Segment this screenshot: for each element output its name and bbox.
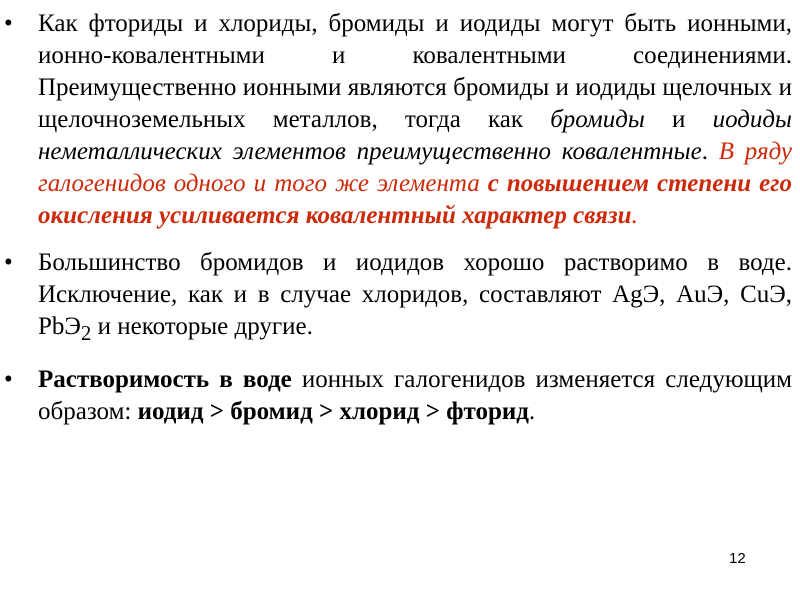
bullet-marker: • — [4, 10, 13, 37]
text-run-italic: иодиды неметаллических элементов преимущественно ковалентные — [38, 106, 792, 165]
text-run: Как фториды и хлориды, бромиды и иодиды могут быть ионными, ионно-ковалентными и ковалентными соединениями. Преимущественно ионными являются бромиды и иодиды щелочных и щелочноземельных металлов, тогда как — [38, 10, 792, 133]
text-run-bold: иодид > бромид > хлорид > фторид — [137, 398, 529, 425]
bullet-marker: • — [4, 366, 13, 393]
text-run: . — [701, 138, 719, 165]
text-run-bold: Растворимость в воде — [38, 366, 292, 393]
text-run: и — [644, 106, 713, 133]
bullet-text — [38, 10, 792, 229]
text-run-italic-red: В ряду галогенидов одного и того же элемента — [38, 138, 793, 197]
page-number: 12 — [729, 550, 746, 567]
bullet-item-solubility-order — [0, 349, 800, 428]
text-run-italic-red: . — [631, 202, 638, 229]
bullet-text — [38, 366, 792, 425]
bullet-item-halide-bonding — [0, 0, 800, 232]
text-run-bold-italic-red: с повышением степени его окисления усиливается ковалентный характер связи — [38, 170, 792, 229]
text-run-italic: бромиды — [550, 106, 645, 133]
text-run: Большинство бромидов и иодидов хорошо растворимо в воде. Исключение, как и в случае хлоридов, составляют AgЭ, AuЭ, CuЭ, PbЭ — [38, 249, 792, 340]
text-run: . — [528, 398, 536, 425]
text-run: и некоторые другие. — [91, 313, 313, 340]
bullet-text — [38, 249, 792, 345]
subscript: 2 — [80, 321, 92, 345]
bullet-marker: • — [4, 249, 13, 276]
text-run: ионных галогенидов изменяется следующим образом: — [38, 366, 792, 425]
bullet-item-solubility-exceptions — [0, 232, 800, 349]
